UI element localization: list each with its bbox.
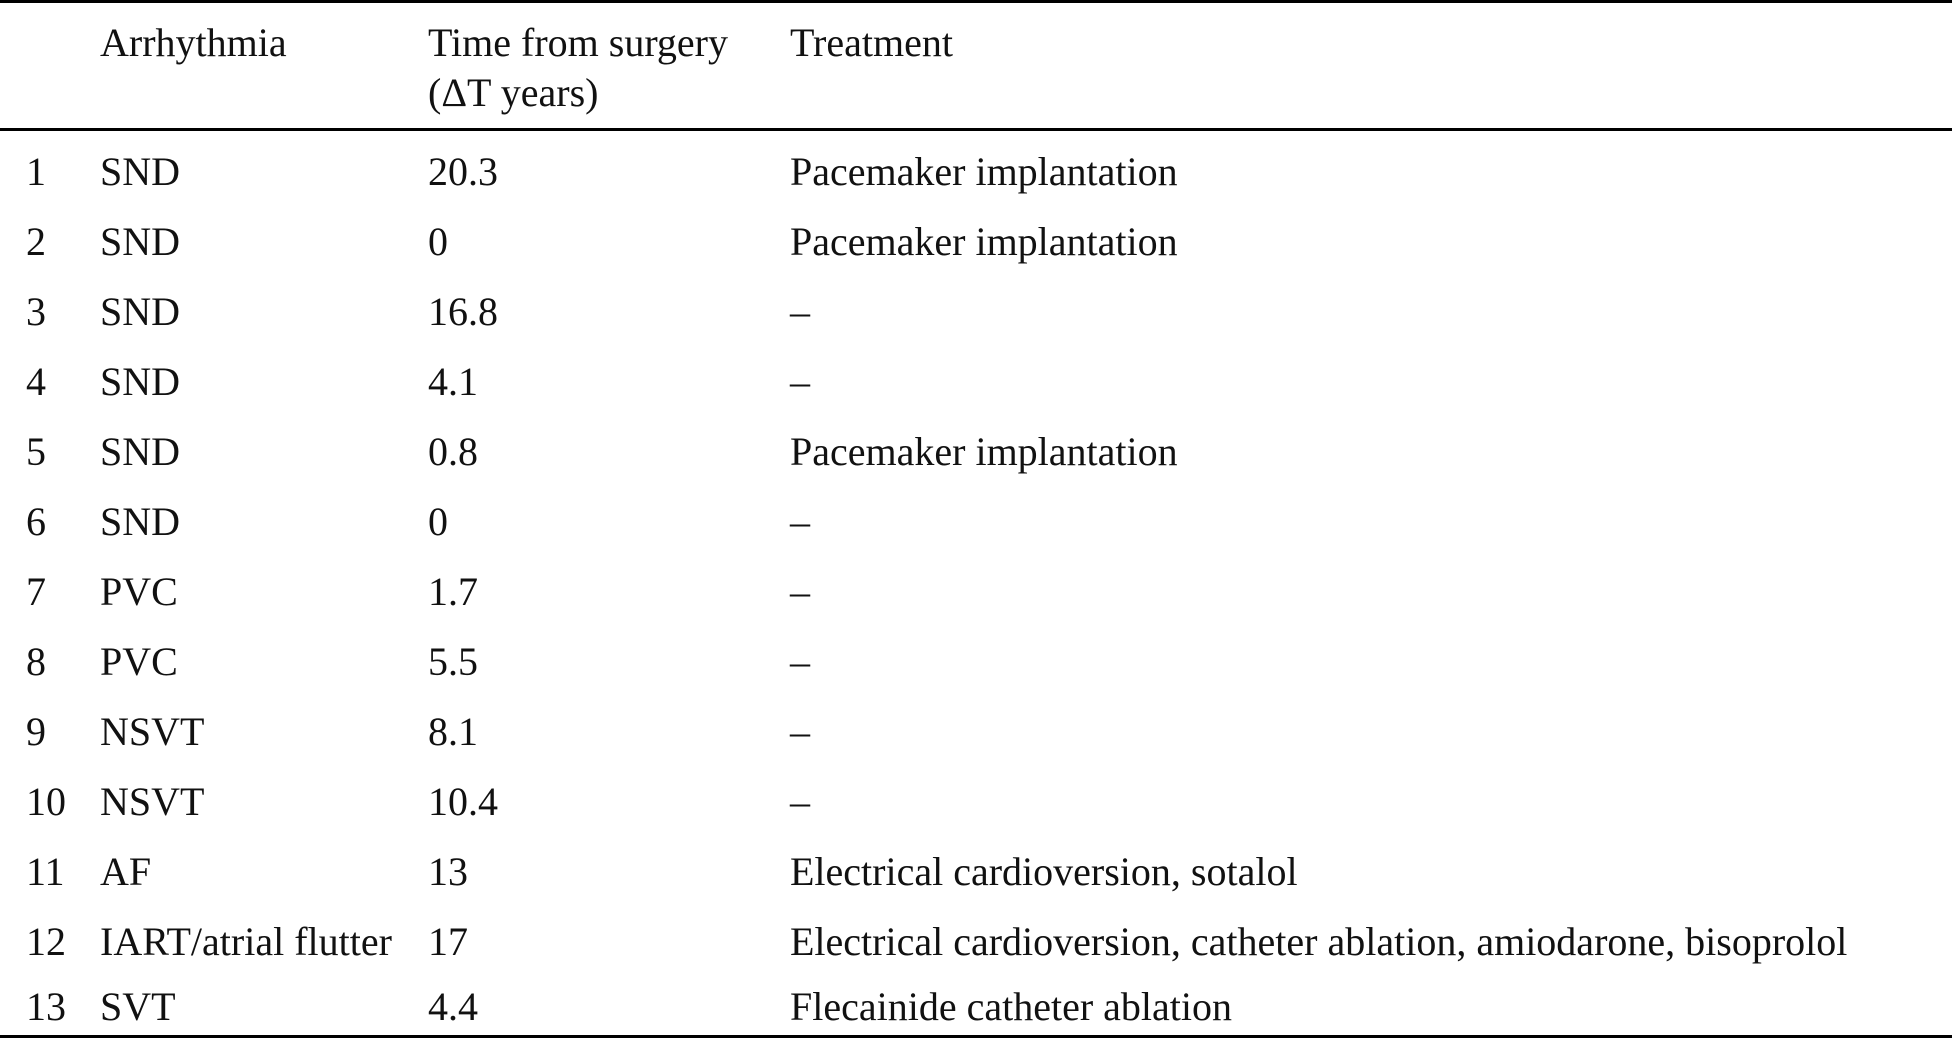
row-time: 4.1 xyxy=(428,359,478,404)
row-time: 8.1 xyxy=(428,709,478,754)
row-treatment: Pacemaker implantation xyxy=(790,429,1178,474)
table-row xyxy=(0,837,1952,907)
row-arrhythmia: PVC xyxy=(100,639,178,684)
row-number: 13 xyxy=(26,984,66,1029)
table-top-rule xyxy=(0,0,1952,3)
row-number: 3 xyxy=(26,289,46,334)
table-row xyxy=(0,977,1952,1035)
row-arrhythmia: SND xyxy=(100,149,181,194)
row-number: 5 xyxy=(26,429,46,474)
table-row xyxy=(0,697,1952,767)
row-treatment: Pacemaker implantation xyxy=(790,219,1178,264)
table-row xyxy=(0,277,1952,347)
row-arrhythmia: SND xyxy=(100,359,181,404)
row-treatment: Pacemaker implantation xyxy=(790,149,1178,194)
row-treatment: Electrical cardioversion, sotalol xyxy=(790,849,1298,894)
row-treatment: – xyxy=(790,779,810,824)
row-arrhythmia: SND xyxy=(100,499,181,544)
row-treatment: – xyxy=(790,499,810,544)
row-arrhythmia: NSVT xyxy=(100,779,205,824)
row-treatment: Electrical cardioversion, catheter ablation, amiodarone, bisoprolol xyxy=(790,919,1848,964)
row-time: 17 xyxy=(428,919,468,964)
row-time: 0.8 xyxy=(428,429,478,474)
row-time: 4.4 xyxy=(428,984,478,1029)
row-time: 1.7 xyxy=(428,569,478,614)
row-number: 1 xyxy=(26,149,46,194)
row-time: 0 xyxy=(428,219,448,264)
header-time-from-surgery xyxy=(428,18,728,118)
row-arrhythmia: PVC xyxy=(100,569,178,614)
row-arrhythmia: SVT xyxy=(100,984,176,1029)
table-row xyxy=(0,907,1952,977)
row-number: 6 xyxy=(26,499,46,544)
table-row xyxy=(0,627,1952,697)
row-number: 11 xyxy=(26,849,65,894)
table-row xyxy=(0,557,1952,627)
row-number: 7 xyxy=(26,569,46,614)
table-row xyxy=(0,487,1952,557)
row-time: 13 xyxy=(428,849,468,894)
row-arrhythmia: SND xyxy=(100,289,181,334)
row-treatment: Flecainide catheter ablation xyxy=(790,984,1233,1029)
row-number: 4 xyxy=(26,359,46,404)
table-header-rule xyxy=(0,128,1952,131)
row-arrhythmia: IART/atrial flutter xyxy=(100,919,392,964)
row-treatment: – xyxy=(790,359,810,404)
row-number: 10 xyxy=(26,779,66,824)
row-arrhythmia: NSVT xyxy=(100,709,205,754)
row-treatment: – xyxy=(790,569,810,614)
table-row xyxy=(0,207,1952,277)
table-row xyxy=(0,137,1952,207)
row-arrhythmia: SND xyxy=(100,219,181,264)
row-treatment: – xyxy=(790,289,810,334)
row-treatment: – xyxy=(790,639,810,684)
table-row xyxy=(0,417,1952,487)
row-time: 5.5 xyxy=(428,639,478,684)
row-number: 9 xyxy=(26,709,46,754)
row-time: 20.3 xyxy=(428,149,498,194)
row-treatment: – xyxy=(790,709,810,754)
table-row xyxy=(0,767,1952,837)
row-number: 2 xyxy=(26,219,46,264)
table-bottom-rule xyxy=(0,1035,1952,1038)
row-time: 10.4 xyxy=(428,779,498,824)
header-time-line2: (ΔT years) xyxy=(428,70,599,115)
table-row xyxy=(0,347,1952,417)
row-arrhythmia: SND xyxy=(100,429,181,474)
row-time: 16.8 xyxy=(428,289,498,334)
row-number: 12 xyxy=(26,919,66,964)
row-number: 8 xyxy=(26,639,46,684)
header-time-line1: Time from surgery xyxy=(428,20,728,65)
row-arrhythmia: AF xyxy=(100,849,152,894)
header-treatment: Treatment xyxy=(790,20,953,65)
row-time: 0 xyxy=(428,499,448,544)
header-arrhythmia: Arrhythmia xyxy=(100,20,287,65)
